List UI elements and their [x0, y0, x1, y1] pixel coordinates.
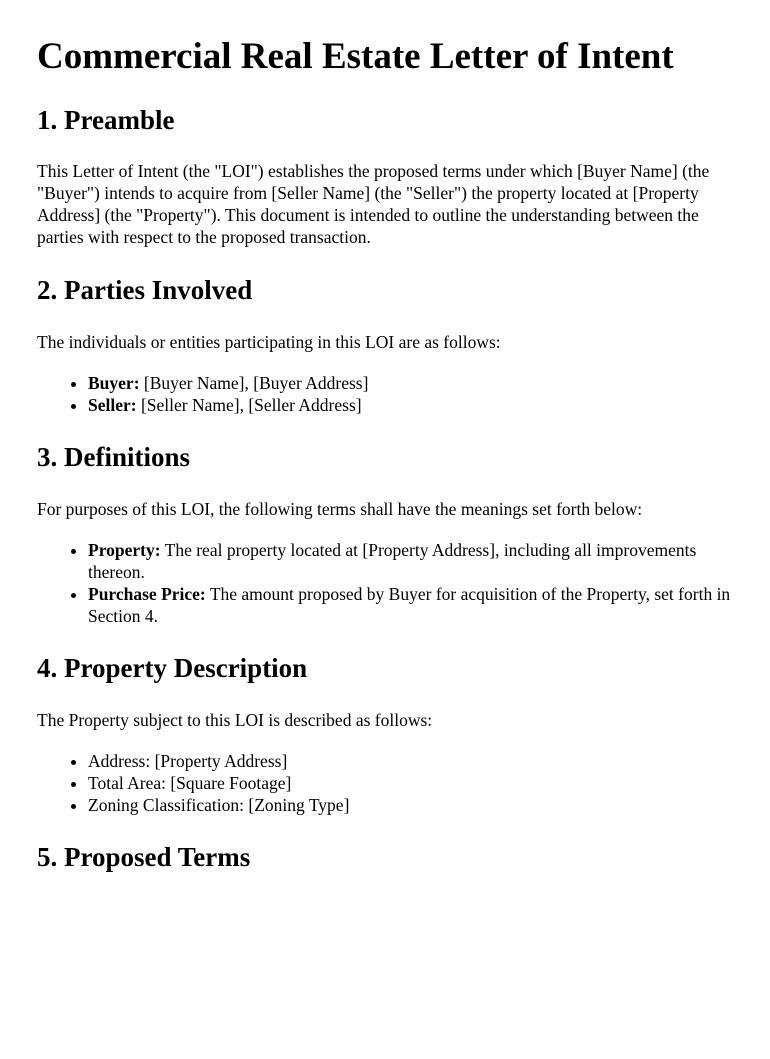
list-item-purchase-price-definition: [88, 583, 733, 627]
definitions-list: [37, 539, 733, 627]
property-term: Property:: [88, 540, 161, 560]
document-title: Commercial Real Estate Letter of Intent: [37, 36, 674, 77]
parties-list: [37, 372, 733, 416]
list-item-total-area: • Total Area: [Square Footage]: [88, 772, 733, 794]
parties-intro-paragraph: The individuals or entities participating in this LOI are as follows:: [37, 332, 501, 352]
property-description-intro-paragraph: The Property subject to this LOI is described as follows:: [37, 710, 433, 730]
section-heading-proposed-terms: 5. Proposed Terms: [37, 842, 251, 872]
buyer-term: Buyer:: [88, 373, 140, 393]
seller-description: [Seller Name], [Seller Address]: [136, 395, 362, 415]
section-heading-property-description: 4. Property Description: [37, 653, 308, 683]
document-page: [0, 35, 770, 873]
preamble-paragraph: This Letter of Intent (the "LOI") establishes the proposed terms under which [Buyer Name] (the "Buyer") intends to acquire from [Seller Name] (the "Seller") the property located at [Property Address] (the "Property"). This document is intended to outline the understanding between the parties with respect to the proposed transaction.: [37, 161, 710, 247]
purchase-price-definition-text: The amount proposed by Buyer for acquisition of the Property, set forth in Section 4.: [88, 584, 731, 626]
list-item-property-definition: [88, 539, 733, 583]
list-item-buyer: [88, 372, 733, 394]
section-heading-preamble: 1. Preamble: [37, 105, 175, 135]
buyer-description: [Buyer Name], [Buyer Address]: [139, 373, 369, 393]
list-item-seller: [88, 394, 733, 416]
purchase-price-term: Purchase Price:: [88, 584, 206, 604]
property-description-list: [37, 750, 733, 816]
definitions-intro-paragraph: For purposes of this LOI, the following terms shall have the meanings set forth below:: [37, 499, 643, 519]
section-heading-definitions: 3. Definitions: [37, 442, 191, 472]
section-heading-parties: 2. Parties Involved: [37, 275, 253, 305]
seller-term: Seller:: [88, 395, 137, 415]
list-item-zoning-classification: • Zoning Classification: [Zoning Type]: [88, 794, 733, 816]
property-definition-text: The real property located at [Property Address], including all improvements thereon.: [88, 540, 697, 582]
list-item-address: • Address: [Property Address]: [88, 750, 733, 772]
